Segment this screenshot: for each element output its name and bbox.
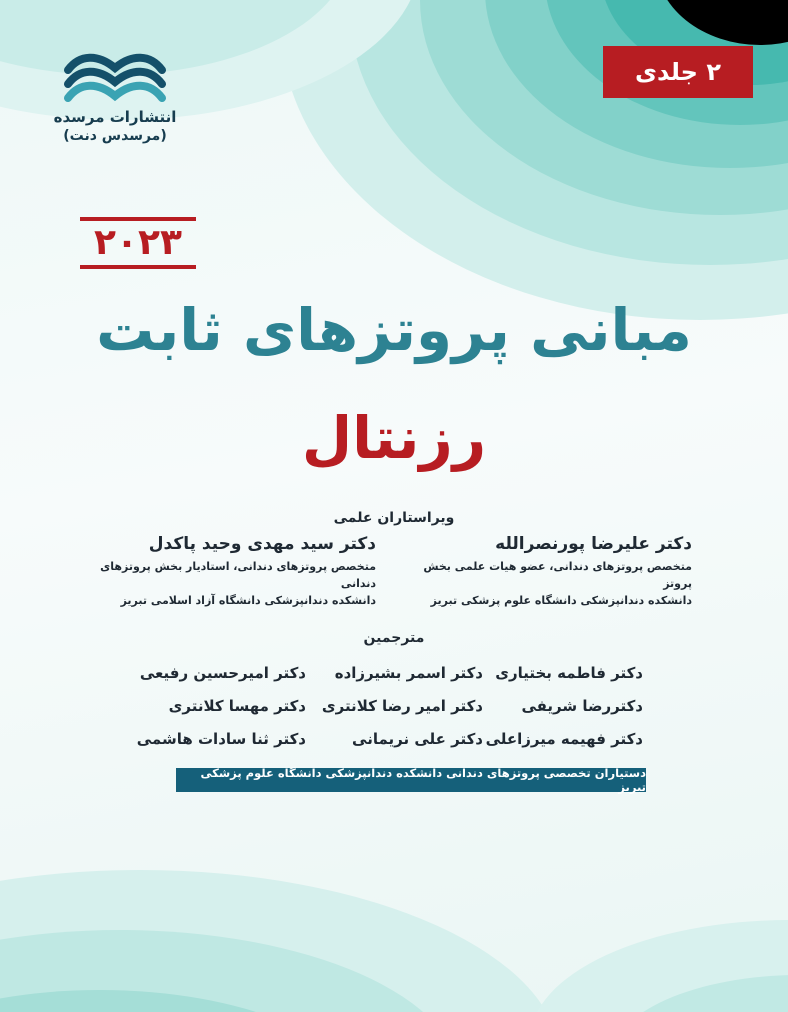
book-title: مبانی پروتزهای ثابت xyxy=(96,296,692,364)
translator-name: دکتر علی نریمانی xyxy=(352,730,483,748)
year-bottom-rule xyxy=(80,265,196,269)
editor-2 xyxy=(76,530,376,609)
translator-name: دکتررضا شریفی xyxy=(521,697,643,715)
editor-1-desc-line2: دانشکده دندانپزشکی دانشگاه علوم پزشکی تبریز xyxy=(430,594,692,607)
editor-1-desc-line1: متخصص پروتزهای دندانی، عضو هیات علمی بخش پروتز xyxy=(423,560,692,590)
translator-name: دکتر فهیمه میرزاعلی xyxy=(485,730,643,748)
editors-label: ویراستاران علمی xyxy=(333,510,455,526)
edition-year-block xyxy=(80,217,196,269)
editor-2-desc-line1: متخصص پروتزهای دندانی، استادیار بخش پروتزهای دندانی xyxy=(100,560,376,590)
translator-name: دکتر فاطمه بختیاری xyxy=(495,664,643,682)
volumes-badge: ۲ جلدی xyxy=(603,46,753,98)
translator-name: دکتر امیر رضا کلانتری xyxy=(321,697,483,715)
publisher-logo-icon xyxy=(60,48,170,104)
translator-name: دکتر امیرحسین رفیعی xyxy=(139,664,306,682)
translator-name: دکتر اسمر بشیرزاده xyxy=(334,664,483,682)
publisher-logo-block xyxy=(40,48,190,144)
translators-label: مترجمین xyxy=(363,630,425,646)
publisher-name: انتشارات مرسده xyxy=(53,108,177,126)
translator-name: دکتر ثنا سادات هاشمی xyxy=(136,730,306,748)
editor-2-name: دکتر سید مهدی وحید پاکدل xyxy=(148,534,376,554)
editor-1-name: دکتر علیرضا پورنصرالله xyxy=(495,534,692,554)
publisher-subtitle: (مرسدس دنت) xyxy=(63,128,167,144)
translator-name: دکتر مهسا کلانتری xyxy=(168,697,306,715)
translators-affiliation-bar: دستیاران تخصصی پروتزهای دندانی دانشکده دندانپزشکی دانشگاه علوم پزشکی تبریز xyxy=(176,768,646,792)
edition-year: ۲۰۲۳ xyxy=(94,222,182,263)
book-author: رزنتال xyxy=(301,404,487,472)
editor-1 xyxy=(392,530,692,609)
editor-2-desc-line2: دانشکده دندانپزشکی دانشگاه آزاد اسلامی تبریز xyxy=(120,594,376,607)
